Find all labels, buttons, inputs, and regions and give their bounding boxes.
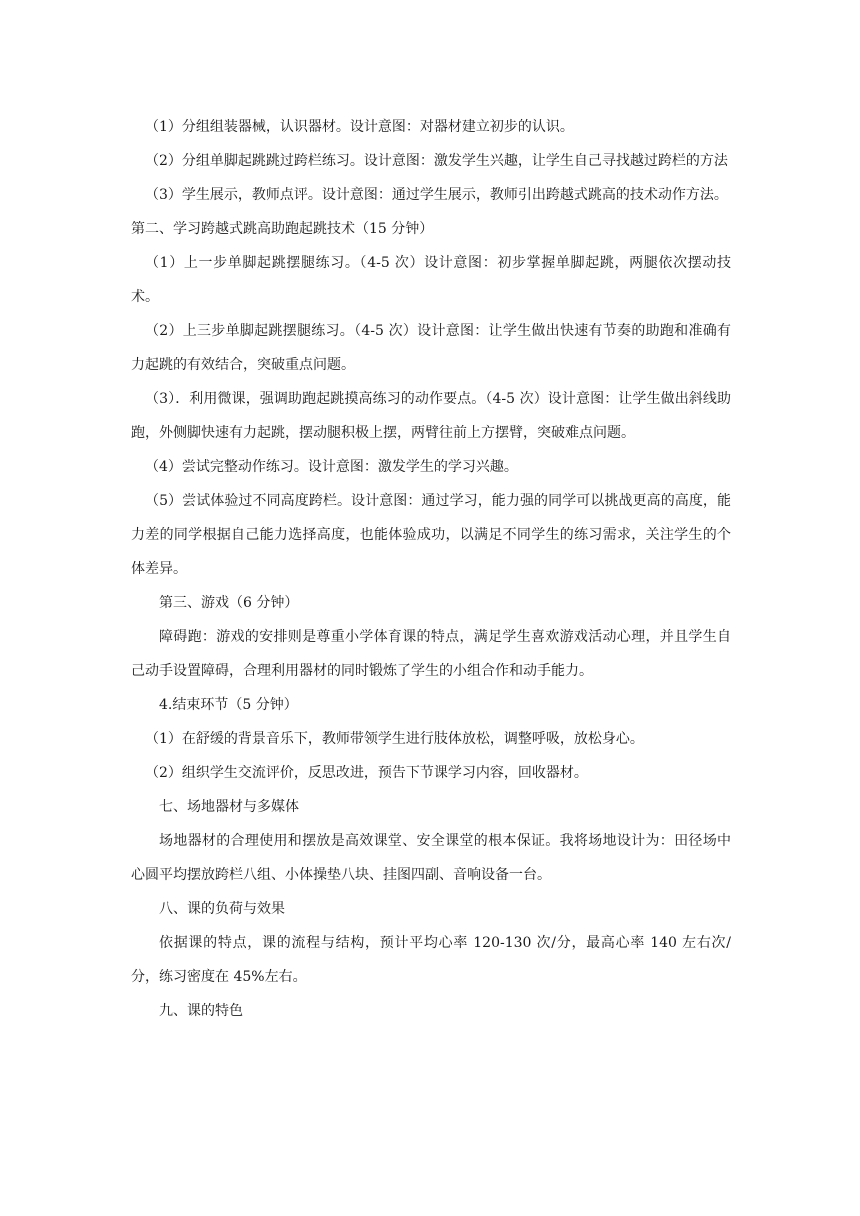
paragraph-ending-2: （2）组织学生交流评价，反思改进，预告下节课学习内容，回收器材。: [145, 765, 588, 781]
section-heading-eight: 八、课的负荷与效果: [159, 901, 285, 917]
section-heading-ending: 4.结束环节（5 分钟）: [159, 697, 298, 713]
paragraph-load-effect: 依据课的特点，课的流程与结构，预计平均心率 120-130 次/分，最高心率 140 左右次/分，练习密度在 45%左右。: [131, 935, 731, 985]
paragraph-step-2: （2）分组单脚起跳跳过跨栏练习。设计意图：激发学生兴趣，让学生自己寻找越过跨栏的方法: [145, 153, 728, 169]
section-heading-seven: 七、场地器材与多媒体: [159, 799, 299, 815]
paragraph-part-two-1: （1）上一步单脚起跳摆腿练习。（4-5 次）设计意图：初步掌握单脚起跳，两腿依次摆动技术。: [131, 255, 731, 305]
paragraph-part-two-4: （4）尝试完整动作练习。设计意图：激发学生的学习兴趣。: [145, 459, 518, 475]
paragraph-obstacle-game: 障碍跑：游戏的安排则是尊重小学体育课的特点，满足学生喜欢游戏活动心理，并且学生自己动手设置障碍，合理利用器材的同时锻炼了学生的小组合作和动手能力。: [131, 629, 731, 679]
section-heading-part-two: 第二、学习跨越式跳高助跑起跳技术（15 分钟）: [131, 221, 434, 237]
paragraph-part-two-3: （3）．利用微课，强调助跑起跳摸高练习的动作要点。（4-5 次）设计意图：让学生做出斜线助跑，外侧脚快速有力起跳，摆动腿积极上摆，两臂往前上方摆臂，突破难点问题。: [131, 391, 731, 441]
paragraph-ending-1: （1）在舒缓的背景音乐下，教师带领学生进行肢体放松，调整呼吸，放松身心。: [145, 731, 644, 747]
paragraph-step-1: （1）分组组装器械，认识器材。设计意图：对器材建立初步的认识。: [145, 119, 574, 135]
section-heading-part-three: 第三、游戏（6 分钟）: [159, 595, 299, 611]
section-heading-nine: 九、课的特色: [159, 1003, 243, 1019]
paragraph-venue-equipment: 场地器材的合理使用和摆放是高效课堂、安全课堂的根本保证。我将场地设计为：田径场中心圆平均摆放跨栏八组、小体操垫八块、挂图四副、音响设备一台。: [131, 833, 731, 883]
document-body: [131, 110, 731, 1028]
paragraph-step-3: （3）学生展示，教师点评。设计意图：通过学生展示，教师引出跨越式跳高的技术动作方法。: [145, 187, 728, 203]
paragraph-part-two-5: （5）尝试体验过不同高度跨栏。设计意图：通过学习，能力强的同学可以挑战更高的高度，能力差的同学根据自己能力选择高度，也能体验成功，以满足不同学生的练习需求，关注学生的个体差异。: [131, 493, 731, 577]
paragraph-part-two-2: （2）上三步单脚起跳摆腿练习。（4-5 次）设计意图：让学生做出快速有节奏的助跑和准确有力起跳的有效结合，突破重点问题。: [131, 323, 731, 373]
